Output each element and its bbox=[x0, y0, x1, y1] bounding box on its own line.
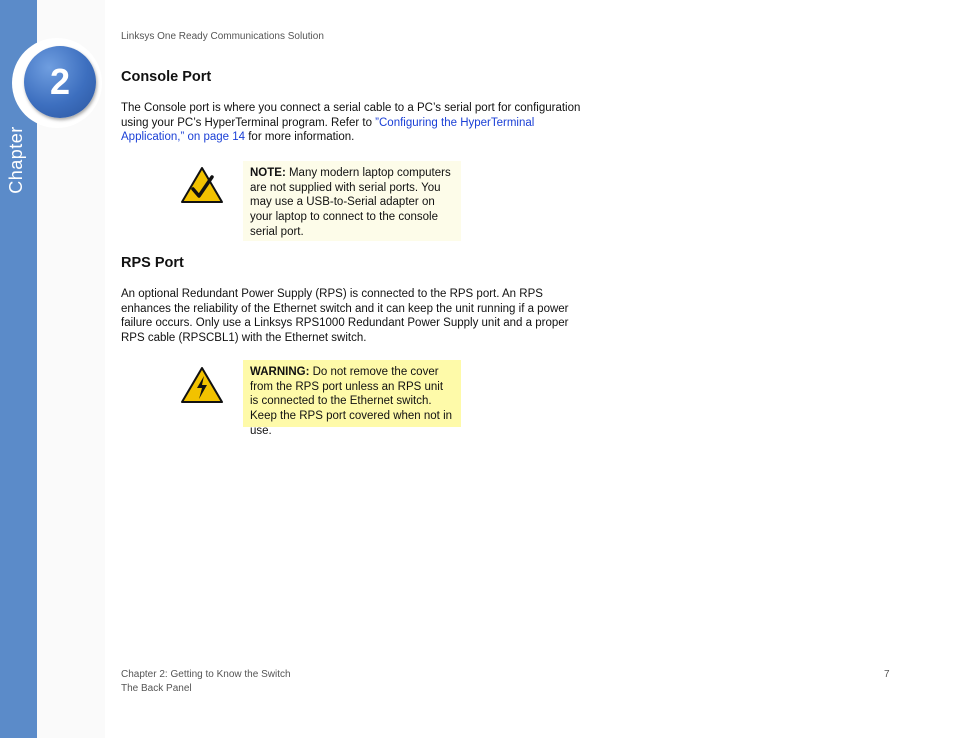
chapter-number-badge bbox=[24, 46, 96, 118]
console-port-heading: Console Port bbox=[121, 69, 212, 85]
rps-port-heading: RPS Port bbox=[121, 255, 184, 271]
electrical-hazard-icon bbox=[180, 366, 224, 404]
console-body-end: for more information. bbox=[245, 131, 355, 143]
running-header: Linksys One Ready Communications Solution bbox=[121, 31, 324, 42]
warning-callout bbox=[243, 360, 461, 437]
rps-port-paragraph: An optional Redundant Power Supply (RPS) is connected to the RPS port. An RPS enhances the reliability of the Ethernet switch and it can keep the unit running if a power failure occurs. Only use a Linksys RPS1000 Redundant Power Supply unit and a proper RPS cable (RPSCBL1) with the Ethernet switch. bbox=[121, 288, 569, 344]
footer-section-line: The Back Panel bbox=[121, 683, 192, 694]
page-number: 7 bbox=[884, 669, 890, 680]
hyperterminal-link[interactable]: ”Configuring the HyperTerminal Application,” on page 14 bbox=[121, 116, 535, 143]
chapter-vertical-label: Chapter bbox=[6, 126, 26, 194]
warning-label: WARNING: bbox=[250, 366, 310, 378]
chapter-number: 2 bbox=[49, 61, 71, 102]
note-text: Many modern laptop computers are not supplied with serial ports. You may use a USB-to-Serial adapter on your laptop to connect to the console serial port. bbox=[250, 167, 451, 238]
console-port-paragraph bbox=[121, 101, 583, 145]
note-label: NOTE: bbox=[250, 167, 286, 179]
checkmark-caution-icon bbox=[180, 166, 224, 204]
footer-chapter-line: Chapter 2: Getting to Know the Switch bbox=[121, 669, 291, 680]
warning-text: Do not remove the cover from the RPS port unless an RPS unit is connected to the Ethernet switch. Keep the RPS port covered when not in use. bbox=[250, 366, 453, 437]
footer-breadcrumb bbox=[121, 668, 291, 696]
console-body-start: The Console port is where you connect a serial cable to a PC’s serial port for configuration using your PC’s HyperTerminal program. Refer to bbox=[121, 102, 581, 129]
note-callout bbox=[243, 161, 461, 241]
